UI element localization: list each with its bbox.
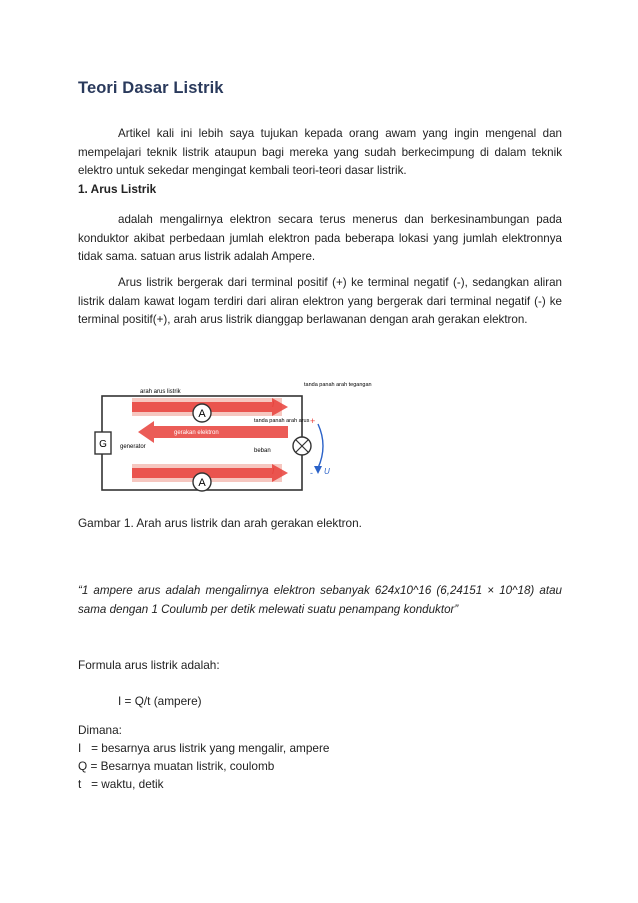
ammeter-top-symbol: A: [198, 408, 206, 420]
definition-paragraph: adalah mengalirnya elektron secara terus menerus dan berkesinambungan pada konduktor akibat perbedaan jumlah elektron pada beberapa lokasi yang jumlah elektronnya tidak sama. satuan arus listrik adalah Ampere.: [78, 213, 562, 263]
figure-caption: Gambar 1. Arah arus listrik dan arah gerakan elektron.: [78, 516, 362, 530]
generator-symbol: G: [99, 439, 107, 450]
circuit-diagram: [92, 376, 372, 500]
definition-Q: Q = Besarnya muatan listrik, coulomb: [78, 759, 275, 773]
electron-motion-label: gerakan elektron: [174, 430, 219, 436]
page-title: Teori Dasar Listrik: [78, 79, 224, 97]
section-heading: 1. Arus Listrik: [78, 182, 157, 196]
current-symbol-bottom: I: [272, 467, 275, 476]
minus-sign: -: [310, 468, 313, 478]
current-arrow-sign-label: tanda panah arah arus: [254, 418, 310, 424]
load-label: beban: [254, 448, 271, 454]
formula-intro: Formula arus listrik adalah:: [78, 658, 220, 672]
definition-I: I = besarnya arus listrik yang mengalir, ampere: [78, 741, 330, 755]
current-symbol-top: I: [272, 400, 275, 409]
ammeter-bottom-symbol: A: [198, 477, 206, 489]
voltage-arrow-sign-label: tanda panah arah tegangan: [304, 382, 372, 388]
intro-paragraph: Artikel kali ini lebih saya tujukan kepada orang awam yang ingin mengenal dan mempelajari teknik listrik ataupun bagi mereka yang sudah berkecimpung di dalam teknik elektro untuk sekedar mengingat kembali teori-teori dasar listrik.: [78, 127, 562, 177]
current-direction-label: arah arus listrik: [140, 389, 181, 395]
dimana-label: Dimana:: [78, 723, 122, 737]
generator-label: generator: [120, 444, 146, 450]
definition-t: t = waktu, detik: [78, 777, 164, 791]
formula: I = Q/t (ampere): [118, 694, 202, 708]
voltage-arrow: [318, 424, 323, 468]
direction-paragraph: Arus listrik bergerak dari terminal positif (+) ke terminal negatif (-), sedangkan aliran listrik dalam kawat logam terdiri dari aliran elektron yang bergerak dari terminal negatif (-) ke terminal positif(+), arah arus listrik dianggap berlawanan dengan arah gerakan elektron.: [78, 276, 562, 326]
voltage-symbol: U: [324, 467, 330, 476]
plus-sign: +: [310, 416, 316, 426]
definition-quote: “1 ampere arus adalah mengalirnya elektron sebanyak 624x10^16 (6,24151 × 10^18) atau sama dengan 1 Coulumb per detik melewati suatu penampang konduktor”: [78, 584, 562, 616]
